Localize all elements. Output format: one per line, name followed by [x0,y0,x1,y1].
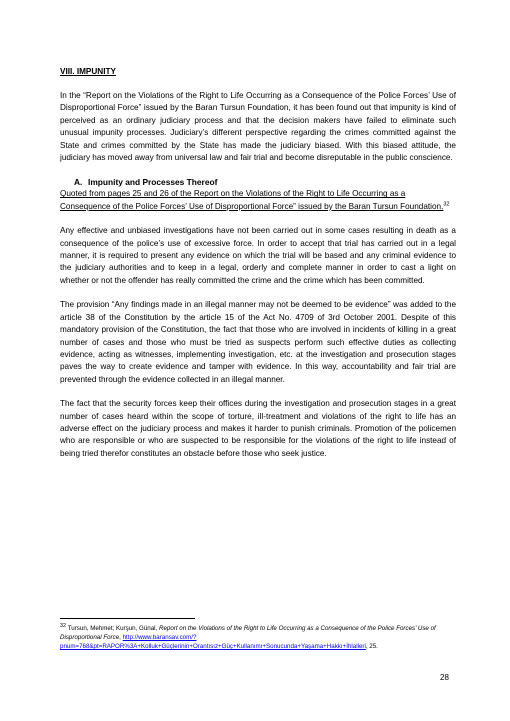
page-body [60,66,456,460]
subsection-heading [74,176,456,188]
body-paragraph-3: The fact that the security forces keep their offices during the investigation and prosecution stages in a great number of cases heard within the scope of torture, ill-treatment and violations of the right to life has an adverse effect on the judiciary process and makes it harder to punish criminals. Promotion of the policemen who are responsible or who are suspected to be responsible for the violations of the right to life instead of being tried therefor constitutes an obstacle before those who seek justice. [60,399,456,458]
body-paragraph-1: Any effective and unbiased investigations have not been carried out in some cases resulting in death as a consequence of the police’s use of excessive force. In order to accept that trial has carried out in a legal manner, it is required to present any evidence on which the trial will be based and any criminal evidence to the judiciary authorities and to keep in a legal, orderly and complete manner in order to cast a light on whether or not the offender has really committed the crime and the crime which has been committed. [60,226,456,285]
footnote-authors: Tursun, Mehmet; Kurşun, Günal, [66,625,159,632]
footnote-pages: , 25. [365,643,378,650]
section-heading: VIII. IMPUNITY [60,67,116,76]
subsection-title: Impunity and Processes Thereof [88,177,218,188]
body-paragraph-2: The provision “Any findings made in an illegal manner may not be deemed to be evidence” was added to the article 38 of the Constitution by the article 15 of the Act No. 4709 of 3rd October 2001. Despite of this mandatory provision of the Constitution, the fact that those who are involved in incidents of killing in a great number of cases and those who must be tried as suspects perform such effective duties as collecting evidence, acting as witnesses, implementing investigation, etc. at the investigation and prosecution stages paves the way to create evidence and tamper with evidence. In this way, accountability and fair trial are prevented through the evidence collected in an illegal manner. [60,300,456,384]
footnote-link[interactable]: http://www.baransav.com/?pnum=768&pt=RAPOR%3A+Kolluk+Güçlerinin+Orantısız+Güç+Kullanımı+Sonucunda+Yaşama+Hakkı+İhlalleri [60,634,366,650]
footnote-separator [60,618,195,619]
page-number: 28 [440,673,449,682]
footnote-separator-text: , [119,634,123,641]
footnote-reference[interactable]: 32 [443,201,450,208]
quote-source-text: Quoted from pages 25 and 26 of the Report on the Violations of the Right to Life Occurring as a Consequence of the Police Forces’ Use of Disproportional Force” issued by the Baran Tursun Foundation. [60,189,444,211]
footnote [60,624,456,651]
subsection-letter: A. [74,177,83,188]
intro-paragraph: In the “Report on the Violations of the Right to Life Occurring as a Consequence of the Police Forces’ Use of Disproportional Force” issued by the Baran Tursun Foundation, it has been found out that impunity is kind of perceived as an ordinary judiciary process and that the decision makers have failed to eliminate such unusual impunity processes. Judiciary’s different perspective regarding the crimes committed against the State and crimes committed by the State has made the judiciary biased. With this biased attitude, the judiciary has moved away from universal law and fair trial and become disreputable in the public conscience. [60,91,456,163]
footnote-number: 32 [60,622,67,629]
quote-source [60,188,456,213]
footnote-title: Report on the Violations of the Right to Life Occurring as a Consequence of the Police Forces’ Use of Disproportional Force [60,625,436,641]
